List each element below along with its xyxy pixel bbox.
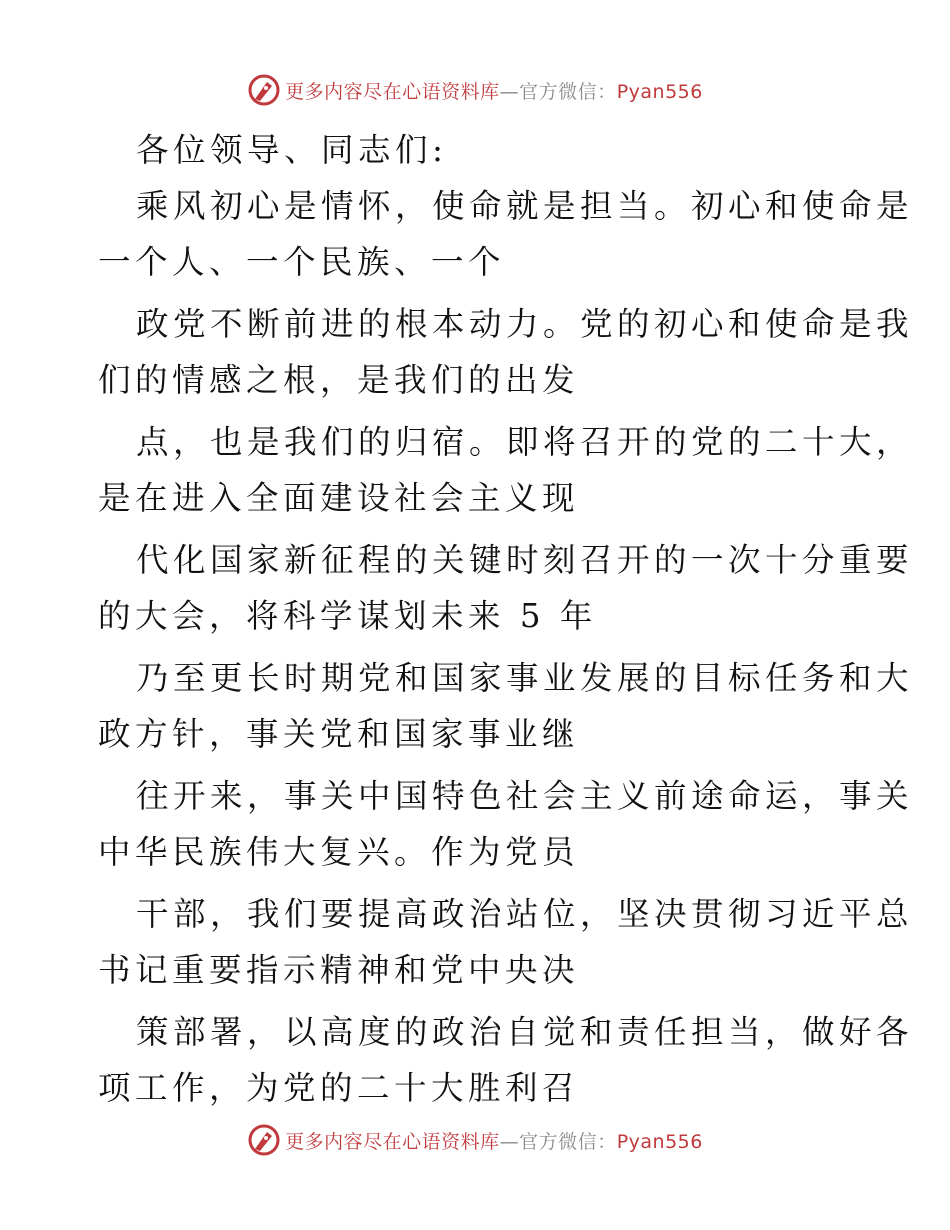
- pen-nib-logo-icon: [247, 1123, 281, 1157]
- body-line: 中华民族伟大复兴。作为党员: [98, 833, 580, 871]
- banner-separator: —: [499, 1130, 520, 1153]
- body-line: 政方针，事关党和国家事业继: [98, 715, 580, 753]
- body-line: 干部，我们要提高政治站位，坚决贯彻习近平总: [136, 895, 914, 933]
- body-line: 项工作，为党的二十大胜利召: [98, 1069, 580, 1107]
- body-line: 点，也是我们的归宿。即将召开的党的二十大，: [136, 423, 914, 461]
- banner-text: [285, 77, 703, 104]
- body-line: 的大会，将科学谋划未来 5 年: [98, 597, 597, 635]
- banner-separator: —: [499, 80, 520, 103]
- body-line: 策部署，以高度的政治自觉和责任担当，做好各: [136, 1013, 914, 1051]
- salutation-line: 各位领导、同志们:: [136, 131, 448, 169]
- pen-nib-logo-icon: [247, 73, 281, 107]
- banner-main-text: 更多内容尽在心语资料库: [285, 1130, 500, 1153]
- banner-wechat-label: 官方微信：: [519, 80, 617, 103]
- header-banner: [0, 70, 950, 110]
- body-line: 乃至更长时期党和国家事业发展的目标任务和大: [136, 659, 914, 697]
- body-line: 书记重要指示精神和党中央决: [98, 951, 580, 989]
- body-line: 一个人、一个民族、一个: [98, 243, 506, 281]
- body-line: 们的情感之根，是我们的出发: [98, 361, 580, 399]
- body-line: 往开来，事关中国特色社会主义前途命运，事关: [136, 777, 914, 815]
- banner-text: [285, 1127, 703, 1154]
- footer-banner: [0, 1120, 950, 1160]
- body-line: 是在进入全面建设社会主义现: [98, 479, 580, 517]
- body-line: 政党不断前进的根本动力。党的初心和使命是我: [136, 305, 914, 343]
- banner-main-text: 更多内容尽在心语资料库: [285, 80, 500, 103]
- banner-wechat-id: Pyan556: [616, 80, 703, 103]
- body-line: 乘风初心是情怀，使命就是担当。初心和使命是: [136, 187, 914, 225]
- banner-wechat-id: Pyan556: [616, 1130, 703, 1153]
- body-line: 代化国家新征程的关键时刻召开的一次十分重要: [136, 541, 914, 579]
- banner-wechat-label: 官方微信：: [519, 1130, 617, 1153]
